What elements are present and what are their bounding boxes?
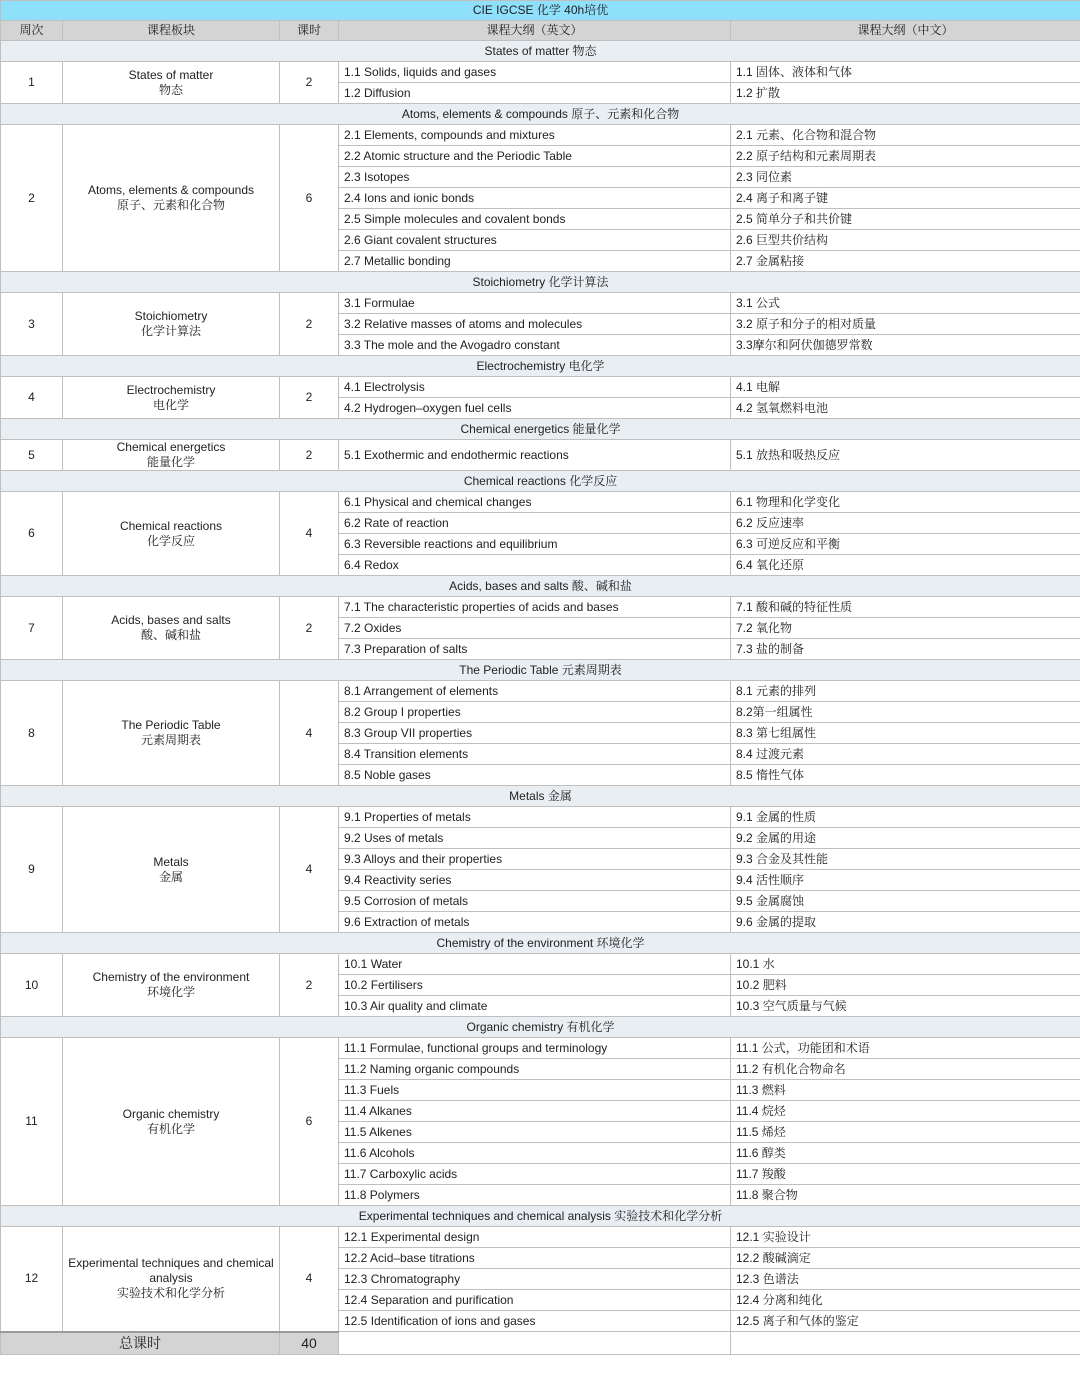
topic-en: 9.3 Alloys and their properties xyxy=(339,849,731,870)
module-cell xyxy=(63,440,280,471)
topic-cn: 9.4 活性顺序 xyxy=(731,870,1080,891)
topic-cn: 4.2 氢氧燃料电池 xyxy=(731,398,1080,419)
module-name-cn: 原子、元素和化合物 xyxy=(116,198,225,212)
topic-cn: 11.3 燃料 xyxy=(731,1080,1080,1101)
topic-en: 8.4 Transition elements xyxy=(339,744,731,765)
module-name-en: Acids, bases and salts xyxy=(111,613,231,627)
module-name-cn: 化学计算法 xyxy=(140,324,201,338)
topic-cn: 8.3 第七组属性 xyxy=(731,723,1080,744)
section-row xyxy=(1,576,1080,597)
topic-row xyxy=(1,1227,1080,1248)
topic-cn: 9.5 金属腐蚀 xyxy=(731,891,1080,912)
hours-cell: 6 xyxy=(280,1038,339,1206)
week-cell: 1 xyxy=(1,62,63,104)
module-name-cn: 化学反应 xyxy=(146,533,195,548)
topic-en: 7.3 Preparation of salts xyxy=(339,639,731,660)
hours-cell: 2 xyxy=(280,293,339,356)
section-title: States of matter 物态 xyxy=(1,41,1080,62)
topic-row xyxy=(1,62,1080,83)
topic-cn: 11.1 公式，功能团和术语 xyxy=(731,1038,1080,1059)
topic-cn: 3.1 公式 xyxy=(731,293,1080,314)
topic-cn: 8.2第一组属性 xyxy=(731,702,1080,723)
topic-en: 8.2 Group I properties xyxy=(339,702,731,723)
topic-cn: 2.3 同位素 xyxy=(731,167,1080,188)
topic-en: 8.5 Noble gases xyxy=(339,765,731,786)
topic-cn: 1.2 扩散 xyxy=(731,83,1080,104)
topic-en: 3.2 Relative masses of atoms and molecules xyxy=(339,314,731,335)
hours-cell: 4 xyxy=(280,492,339,576)
module-name-en: Electrochemistry xyxy=(126,382,216,397)
total-row xyxy=(1,1332,1080,1355)
topic-en: 11.3 Fuels xyxy=(339,1080,731,1101)
course-table-body xyxy=(1,1,1080,1355)
week-cell: 5 xyxy=(1,440,63,471)
module-name-en: Atoms, elements & compounds xyxy=(87,183,255,197)
week-cell: 3 xyxy=(1,293,63,356)
topic-en: 11.5 Alkenes xyxy=(339,1122,731,1143)
topic-en: 2.1 Elements, compounds and mixtures xyxy=(339,125,731,146)
week-cell: 8 xyxy=(1,681,63,786)
topic-row xyxy=(1,440,1080,471)
topic-en: 1.2 Diffusion xyxy=(339,83,731,104)
topic-cn: 10.3 空气质量与气候 xyxy=(731,996,1080,1017)
module-cell xyxy=(63,62,280,104)
module-name-cn: 环境化学 xyxy=(146,985,195,999)
topic-cn: 7.1 酸和碱的特征性质 xyxy=(731,597,1080,618)
topic-cn: 12.3 色谱法 xyxy=(731,1269,1080,1290)
section-title: Chemical reactions 化学反应 xyxy=(1,471,1080,492)
section-title: Atoms, elements & compounds 原子、元素和化合物 xyxy=(1,104,1080,125)
total-hours: 40 xyxy=(280,1332,339,1355)
topic-row xyxy=(1,377,1080,398)
module-name-en: Chemical reactions xyxy=(119,518,223,533)
topic-en: 2.7 Metallic bonding xyxy=(339,251,731,272)
topic-cn: 2.7 金属粘接 xyxy=(731,251,1080,272)
topic-en: 9.4 Reactivity series xyxy=(339,870,731,891)
week-cell: 6 xyxy=(1,492,63,576)
topic-cn: 2.4 离子和离子键 xyxy=(731,188,1080,209)
module-name-en: Experimental techniques and chemical analysis xyxy=(68,1256,274,1286)
hours-cell: 2 xyxy=(280,440,339,471)
module-name-cn: 元素周期表 xyxy=(140,733,201,747)
section-row xyxy=(1,419,1080,440)
hours-cell: 2 xyxy=(280,954,339,1017)
week-cell: 9 xyxy=(1,807,63,933)
module-cell xyxy=(63,954,280,1017)
section-row xyxy=(1,1017,1080,1038)
topic-row xyxy=(1,1038,1080,1059)
section-title: Chemical energetics 能量化学 xyxy=(1,419,1080,440)
module-name-cn: 有机化学 xyxy=(146,1121,195,1136)
topic-cn: 6.2 反应速率 xyxy=(731,513,1080,534)
topic-cn: 6.1 物理和化学变化 xyxy=(731,492,1080,513)
topic-cn: 8.1 元素的排列 xyxy=(731,681,1080,702)
module-cell xyxy=(63,492,280,576)
topic-en: 11.6 Alcohols xyxy=(339,1143,731,1164)
header-outline-en: 课程大纲（英文） xyxy=(339,21,731,41)
section-row xyxy=(1,356,1080,377)
topic-en: 11.4 Alkanes xyxy=(339,1101,731,1122)
topic-row xyxy=(1,954,1080,975)
topic-en: 4.1 Electrolysis xyxy=(339,377,731,398)
module-name-en: Chemical energetics xyxy=(116,440,226,454)
total-blank-cn xyxy=(731,1332,1080,1355)
week-cell: 2 xyxy=(1,125,63,272)
section-row xyxy=(1,471,1080,492)
header-week: 周次 xyxy=(1,21,63,41)
topic-cn: 10.2 肥料 xyxy=(731,975,1080,996)
topic-cn: 11.7 羧酸 xyxy=(731,1164,1080,1185)
topic-en: 12.3 Chromatography xyxy=(339,1269,731,1290)
hours-cell: 4 xyxy=(280,807,339,933)
topic-cn: 3.3摩尔和阿伏伽德罗常数 xyxy=(731,335,1080,356)
section-title: Metals 金属 xyxy=(1,786,1080,807)
topic-en: 6.1 Physical and chemical changes xyxy=(339,492,731,513)
module-name-en: States of matter xyxy=(128,67,214,82)
topic-en: 10.1 Water xyxy=(339,954,731,975)
module-name-cn: 电化学 xyxy=(152,397,189,412)
topic-cn: 12.5 离子和气体的鉴定 xyxy=(731,1311,1080,1332)
section-title: Chemistry of the environment 环境化学 xyxy=(1,933,1080,954)
topic-cn: 9.2 金属的用途 xyxy=(731,828,1080,849)
topic-en: 12.2 Acid–base titrations xyxy=(339,1248,731,1269)
section-row xyxy=(1,104,1080,125)
topic-en: 2.4 Ions and ionic bonds xyxy=(339,188,731,209)
topic-en: 6.4 Redox xyxy=(339,555,731,576)
topic-en: 6.3 Reversible reactions and equilibrium xyxy=(339,534,731,555)
topic-cn: 11.6 醇类 xyxy=(731,1143,1080,1164)
section-row xyxy=(1,933,1080,954)
section-row xyxy=(1,660,1080,681)
topic-cn: 8.5 惰性气体 xyxy=(731,765,1080,786)
topic-cn: 2.1 元素、化合物和混合物 xyxy=(731,125,1080,146)
week-cell: 4 xyxy=(1,377,63,419)
section-title: Acids, bases and salts 酸、碱和盐 xyxy=(1,576,1080,597)
module-cell xyxy=(63,807,280,933)
topic-cn: 10.1 水 xyxy=(731,954,1080,975)
header-outline-cn: 课程大纲（中文） xyxy=(731,21,1080,41)
header-row xyxy=(1,21,1080,41)
topic-cn: 4.1 电解 xyxy=(731,377,1080,398)
module-cell xyxy=(63,1038,280,1206)
topic-cn: 6.4 氧化还原 xyxy=(731,555,1080,576)
module-cell xyxy=(63,1227,280,1332)
topic-en: 12.5 Identification of ions and gases xyxy=(339,1311,731,1332)
topic-cn: 11.5 烯烃 xyxy=(731,1122,1080,1143)
module-name-en: Stoichiometry xyxy=(134,309,208,323)
topic-en: 10.2 Fertilisers xyxy=(339,975,731,996)
table-title: CIE IGCSE 化学 40h培优 xyxy=(1,1,1080,21)
module-cell xyxy=(63,125,280,272)
topic-cn: 3.2 原子和分子的相对质量 xyxy=(731,314,1080,335)
topic-row xyxy=(1,293,1080,314)
total-label: 总课时 xyxy=(1,1332,280,1355)
section-title: Electrochemistry 电化学 xyxy=(1,356,1080,377)
topic-en: 3.1 Formulae xyxy=(339,293,731,314)
module-cell xyxy=(63,293,280,356)
section-title: Experimental techniques and chemical analysis 实验技术和化学分析 xyxy=(1,1206,1080,1227)
module-cell xyxy=(63,377,280,419)
module-name-en: Metals xyxy=(153,854,189,869)
topic-en: 2.5 Simple molecules and covalent bonds xyxy=(339,209,731,230)
title-row xyxy=(1,1,1080,21)
section-row xyxy=(1,1206,1080,1227)
section-title: The Periodic Table 元素周期表 xyxy=(1,660,1080,681)
topic-cn: 11.4 烷烃 xyxy=(731,1101,1080,1122)
topic-cn: 2.6 巨型共价结构 xyxy=(731,230,1080,251)
topic-cn: 7.3 盐的制备 xyxy=(731,639,1080,660)
topic-en: 11.7 Carboxylic acids xyxy=(339,1164,731,1185)
topic-cn: 11.2 有机化合物命名 xyxy=(731,1059,1080,1080)
topic-en: 9.2 Uses of metals xyxy=(339,828,731,849)
section-row xyxy=(1,272,1080,293)
topic-en: 6.2 Rate of reaction xyxy=(339,513,731,534)
topic-cn: 7.2 氧化物 xyxy=(731,618,1080,639)
topic-en: 9.1 Properties of metals xyxy=(339,807,731,828)
hours-cell: 2 xyxy=(280,597,339,660)
topic-row xyxy=(1,681,1080,702)
topic-cn: 9.1 金属的性质 xyxy=(731,807,1080,828)
hours-cell: 4 xyxy=(280,681,339,786)
topic-en: 1.1 Solids, liquids and gases xyxy=(339,62,731,83)
header-hours: 课时 xyxy=(280,21,339,41)
topic-en: 7.2 Oxides xyxy=(339,618,731,639)
topic-cn: 2.2 原子结构和元素周期表 xyxy=(731,146,1080,167)
section-title: Stoichiometry 化学计算法 xyxy=(1,272,1080,293)
topic-en: 12.4 Separation and purification xyxy=(339,1290,731,1311)
module-name-en: The Periodic Table xyxy=(121,718,221,732)
section-row xyxy=(1,41,1080,62)
topic-en: 11.2 Naming organic compounds xyxy=(339,1059,731,1080)
topic-en: 2.2 Atomic structure and the Periodic Table xyxy=(339,146,731,167)
hours-cell: 2 xyxy=(280,377,339,419)
module-cell xyxy=(63,681,280,786)
module-name-cn: 能量化学 xyxy=(146,455,195,469)
topic-cn: 11.8 聚合物 xyxy=(731,1185,1080,1206)
hours-cell: 6 xyxy=(280,125,339,272)
topic-en: 9.6 Extraction of metals xyxy=(339,912,731,933)
total-blank-en xyxy=(339,1332,731,1355)
topic-en: 2.6 Giant covalent structures xyxy=(339,230,731,251)
topic-cn: 2.5 简单分子和共价键 xyxy=(731,209,1080,230)
topic-en: 7.1 The characteristic properties of acids and bases xyxy=(339,597,731,618)
module-name-en: Organic chemistry xyxy=(122,1106,220,1121)
module-name-cn: 金属 xyxy=(158,869,183,884)
topic-en: 8.3 Group VII properties xyxy=(339,723,731,744)
topic-cn: 8.4 过渡元素 xyxy=(731,744,1080,765)
week-cell: 11 xyxy=(1,1038,63,1206)
module-cell xyxy=(63,597,280,660)
topic-en: 9.5 Corrosion of metals xyxy=(339,891,731,912)
section-title: Organic chemistry 有机化学 xyxy=(1,1017,1080,1038)
topic-row xyxy=(1,125,1080,146)
topic-cn: 12.4 分离和纯化 xyxy=(731,1290,1080,1311)
week-cell: 7 xyxy=(1,597,63,660)
topic-en: 11.8 Polymers xyxy=(339,1185,731,1206)
topic-cn: 6.3 可逆反应和平衡 xyxy=(731,534,1080,555)
topic-en: 12.1 Experimental design xyxy=(339,1227,731,1248)
topic-en: 8.1 Arrangement of elements xyxy=(339,681,731,702)
topic-cn: 9.6 金属的提取 xyxy=(731,912,1080,933)
topic-en: 2.3 Isotopes xyxy=(339,167,731,188)
week-cell: 10 xyxy=(1,954,63,1017)
topic-en: 4.2 Hydrogen–oxygen fuel cells xyxy=(339,398,731,419)
topic-row xyxy=(1,492,1080,513)
module-name-cn: 物态 xyxy=(158,82,183,97)
hours-cell: 4 xyxy=(280,1227,339,1332)
hours-cell: 2 xyxy=(280,62,339,104)
topic-en: 10.3 Air quality and climate xyxy=(339,996,731,1017)
topic-cn: 12.2 酸碱滴定 xyxy=(731,1248,1080,1269)
module-name-cn: 实验技术和化学分析 xyxy=(116,1286,225,1301)
topic-cn: 9.3 合金及其性能 xyxy=(731,849,1080,870)
topic-cn: 5.1 放热和吸热反应 xyxy=(731,440,1080,471)
topic-en: 11.1 Formulae, functional groups and terminology xyxy=(339,1038,731,1059)
topic-cn: 1.1 固体、液体和气体 xyxy=(731,62,1080,83)
module-name-en: Chemistry of the environment xyxy=(92,970,250,984)
topic-row xyxy=(1,597,1080,618)
topic-cn: 12.1 实验设计 xyxy=(731,1227,1080,1248)
topic-en: 3.3 The mole and the Avogadro constant xyxy=(339,335,731,356)
week-cell: 12 xyxy=(1,1227,63,1332)
topic-en: 5.1 Exothermic and endothermic reactions xyxy=(339,440,731,471)
header-module: 课程板块 xyxy=(63,21,280,41)
section-row xyxy=(1,786,1080,807)
module-name-cn: 酸、碱和盐 xyxy=(140,628,201,642)
topic-row xyxy=(1,807,1080,828)
